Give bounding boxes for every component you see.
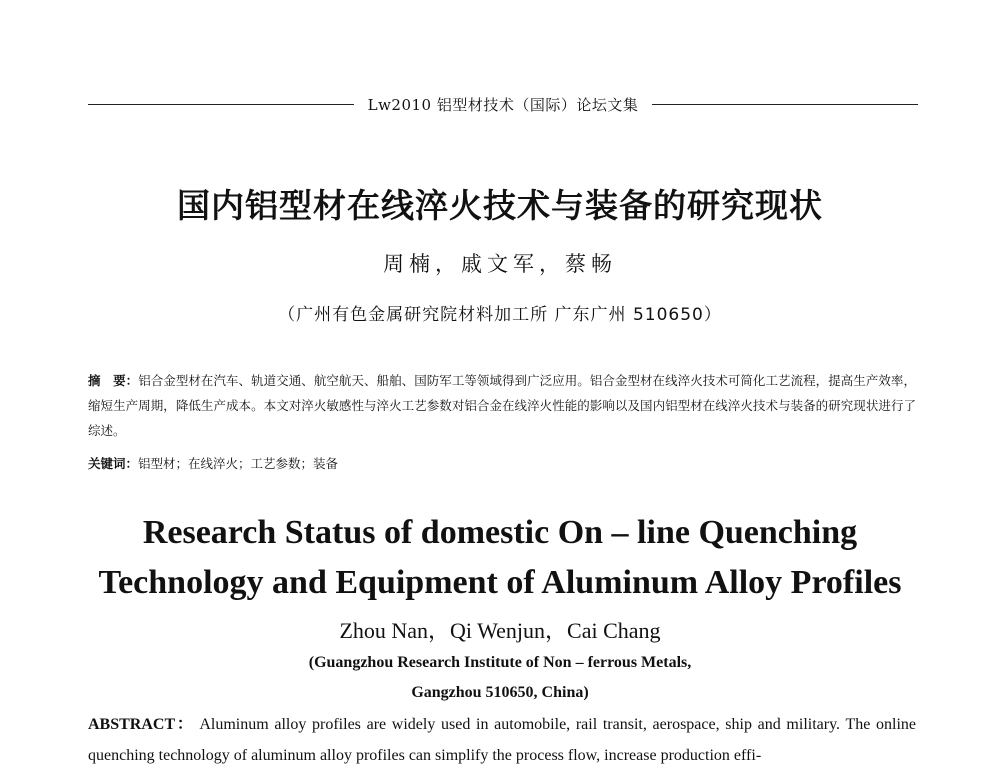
running-header — [88, 92, 918, 116]
chinese-keywords-text: 铝型材；在线淬火；工艺参数；装备 — [138, 456, 339, 471]
chinese-keywords-label: 关键词： — [88, 456, 139, 471]
english-abstract-label: ABSTRACT： — [88, 716, 195, 733]
running-header-text: Lw2010 铝型材技术（国际）论坛文集 — [367, 95, 639, 114]
english-affiliation — [0, 648, 1000, 708]
header-rule-right — [652, 104, 918, 105]
english-abstract-text: Aluminum alloy profiles are widely used in automobile, rail transit, aerospace, ship and military. The online quenching technology of aluminum alloy profiles can simplify the process flow, increase production effi- — [88, 716, 916, 764]
english-affiliation-line-2: Gangzhou 510650, China) — [411, 684, 589, 701]
chinese-abstract — [88, 368, 916, 443]
english-title-line-2: Technology and Equipment of Aluminum Alloy Profiles — [98, 564, 902, 601]
english-abstract — [88, 709, 916, 771]
english-title-line-1: Research Status of domestic On – line Quenching — [142, 514, 858, 551]
chinese-abstract-label: 摘 要： — [88, 373, 139, 388]
chinese-abstract-text: 铝合金型材在汽车、轨道交通、航空航天、船舶、国防军工等领域得到广泛应用。铝合金型材在线淬火技术可简化工艺流程，提高生产效率，缩短生产周期，降低生产成本。本文对淬火敏感性与淬火工艺参数对铝合金在线淬火性能的影响以及国内铝型材在线淬火技术与装备的研究现状进行了综述。 — [88, 373, 916, 438]
chinese-title: 国内铝型材在线淬火技术与装备的研究现状 — [177, 186, 823, 225]
english-authors: Zhou Nan，Qi Wenjun，Cai Chang — [339, 618, 661, 643]
header-rule-left — [88, 104, 354, 105]
chinese-authors: 周楠，戚文军，蔡畅 — [383, 252, 617, 276]
chinese-affiliation: （广州有色金属研究院材料加工所 广东广州 510650） — [278, 305, 722, 325]
english-affiliation-line-1: (Guangzhou Research Institute of Non – ferrous Metals, — [308, 654, 692, 671]
english-title — [0, 508, 1000, 608]
chinese-keywords — [88, 454, 916, 474]
